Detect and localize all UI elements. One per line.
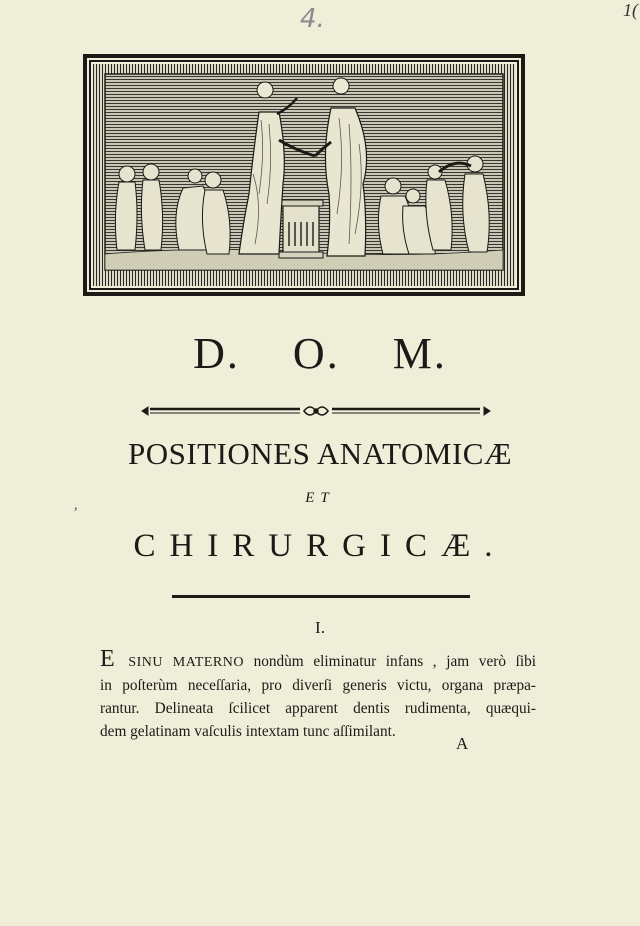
handwritten-folio-mark: 4. [300,4,325,34]
corner-mark: 1( [623,0,638,20]
engraving-image [83,54,525,296]
conjunction-et: ET [305,490,335,506]
paragraph-line-1 [100,648,536,674]
paragraph-line-4: dem gelatinam vaſculis intextam tunc aſſimilant. [100,723,396,740]
small-caps-opening: SINU MATERNO [128,655,244,670]
paragraph-line-3: rantur. Delineata ſcilicet apparent dentis rudimenta, quæqui- [100,700,536,717]
paragraph-one [100,648,536,743]
stray-ink-mark: , [74,498,78,513]
main-heading: POSITIONES ANATOMICÆ [127,436,513,471]
secondary-heading: CHIRURGICÆ. [133,528,507,564]
line1-text: nondùm eliminatur infans , jam verò ſibi [253,653,537,670]
section-numeral: I. [315,618,325,637]
decorative-rule-ornament [140,400,492,422]
signature-mark: A [456,734,469,753]
headpiece-engraving [83,54,525,296]
drop-cap: E [100,646,115,672]
paragraph-line-2: in poſterùm neceſſaria, pro diverſi generis victu, organa præpa- [100,677,536,694]
section-rule [172,595,470,598]
dedication-title: D. O. M. [193,329,447,378]
